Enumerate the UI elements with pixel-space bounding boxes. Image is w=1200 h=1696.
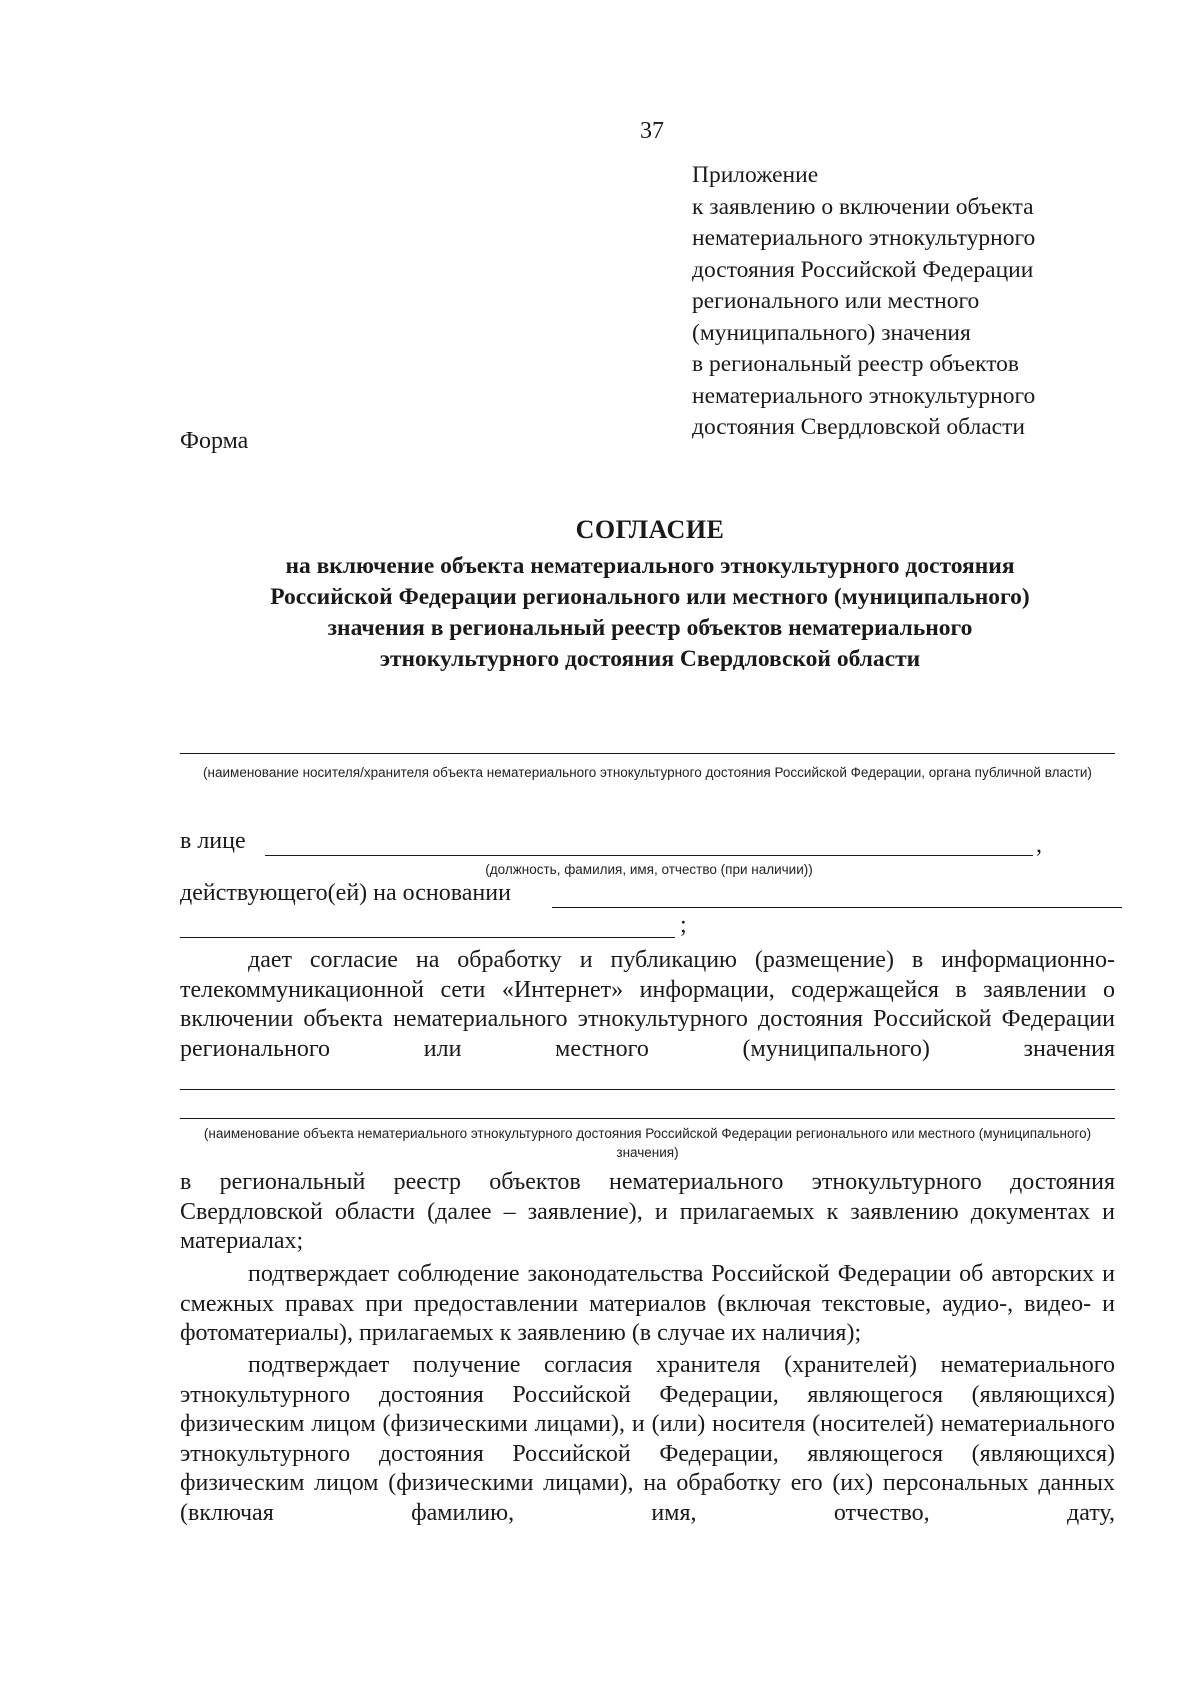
document-subtitle xyxy=(150,551,1150,675)
consent-paragraph-1: дает согласие на обработку и публикацию (размещение) в информационно-телекоммуникационной сети «Интернет» информации, содержащейся в заявлении о включении объекта нематериального этнокультурного достояния Российской Федерации регионального или местного (муниципального) значения xyxy=(180,947,1115,1062)
appendix-line: регионального или местного xyxy=(692,288,980,314)
appendix-line: к заявлению о включении объекта xyxy=(692,193,1034,220)
in-person-label: в лице xyxy=(180,828,246,854)
subtitle-line: на включение объекта нематериального этнокультурного достояния xyxy=(285,553,1015,579)
subtitle-line: Российской Федерации регионального или местного (муниципального) xyxy=(270,584,1030,610)
acting-basis-field[interactable] xyxy=(552,907,1122,908)
in-person-field[interactable] xyxy=(265,855,1033,856)
appendix-line: нематериального этнокультурного xyxy=(692,382,1036,409)
position-name-caption: (должность, фамилия, имя, отчество (при наличии)) xyxy=(485,862,813,877)
semicolon: ; xyxy=(680,912,687,938)
subtitle-line: значения в региональный реестр объектов нематериального xyxy=(327,615,973,641)
consent-paragraph-4: подтверждает получение согласия хранителя (хранителей) нематериального этнокультурного достояния Российской Федерации, являющегося (являющихся) физическим лицом (физическими лицами), и (или) носителя (носителей) нематериального этнокультурного достояния Российской Федерации, являющегося (являющихся) физическим лицом (физическими лицами), на обработку его (их) персональных данных (включая фамилию, имя, отчество, дату, xyxy=(180,1352,1115,1526)
appendix-block xyxy=(692,160,1035,444)
acting-basis-field-continuation[interactable] xyxy=(180,937,675,938)
appendix-line: в региональный реестр объектов xyxy=(692,351,1020,377)
acting-basis-label: действующего(ей) на основании xyxy=(180,880,511,906)
page-number: 37 xyxy=(640,118,664,144)
holder-name-field[interactable] xyxy=(180,753,1115,754)
object-name-field-continuation[interactable] xyxy=(180,1118,1115,1119)
document-title: СОГЛАСИЕ xyxy=(575,515,725,544)
object-name-caption: (наименование объекта нематериального этнокультурного достояния Российской Федерации регионального или местного (муниципального) значения) xyxy=(203,1126,1092,1160)
comma: , xyxy=(1036,832,1042,858)
consent-paragraph-3: подтверждает соблюдение законодательства Российской Федерации об авторских и смежных правах при предоставлении материалов (включая текстовые, аудио-, видео- и фотоматериалы), прилагаемых к заявлению (в случае их наличия); xyxy=(180,1261,1115,1346)
form-label: Форма xyxy=(180,428,249,454)
object-name-field[interactable] xyxy=(180,1089,1115,1090)
appendix-line: нематериального этнокультурного xyxy=(692,225,1036,251)
consent-paragraph-2: в региональный реестр объектов нематериального этнокультурного достояния Свердловской области (далее – заявление), и прилагаемых к заявлению документах и материалах; xyxy=(180,1169,1115,1254)
appendix-line: Приложение xyxy=(692,162,819,188)
appendix-line: достояния Российской Федерации xyxy=(692,256,1034,283)
appendix-line: достояния Свердловской области xyxy=(692,414,1025,440)
subtitle-line: этнокультурного достояния Свердловской области xyxy=(379,646,921,672)
appendix-line: (муниципального) значения xyxy=(692,319,971,346)
holder-name-caption: (наименование носителя/хранителя объекта нематериального этнокультурного достояния Российской Федерации, органа публичной власти) xyxy=(203,765,1092,780)
